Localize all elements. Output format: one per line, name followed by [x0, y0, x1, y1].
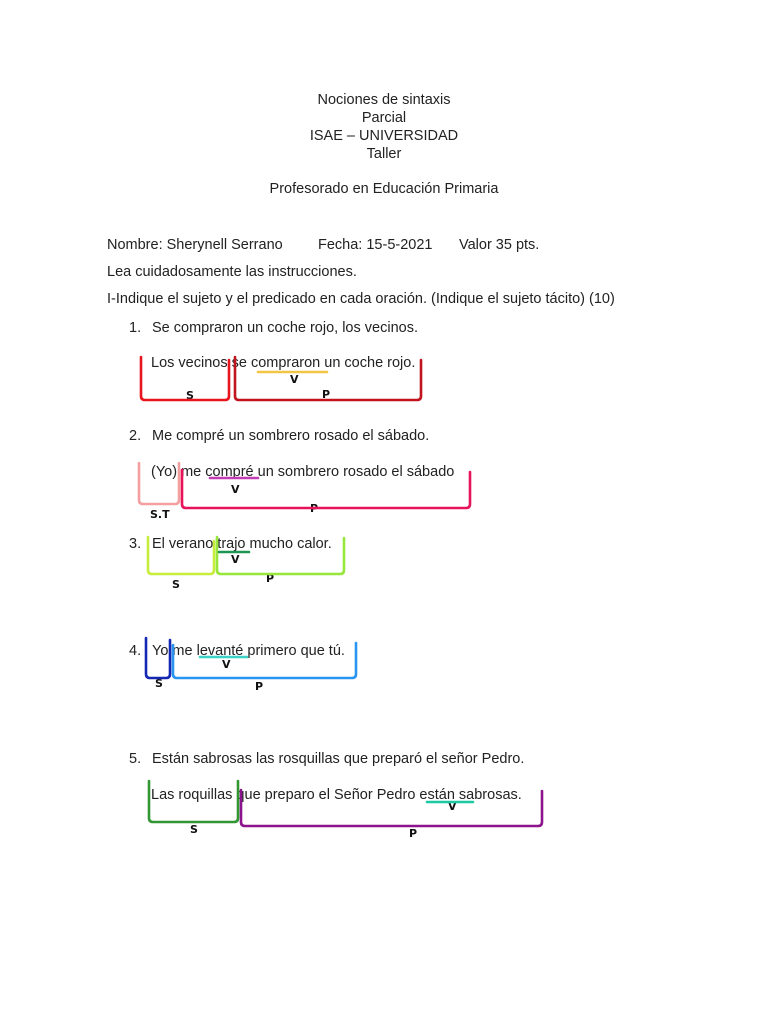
predicate-label: P: [310, 502, 319, 515]
item-number: 3.: [129, 536, 142, 552]
item-sentence: El verano trajo mucho calor.: [152, 536, 332, 552]
exam-date: Fecha: 15-5-2021: [318, 237, 433, 253]
item-sentence: Me compré un sombrero rosado el sábado.: [152, 428, 430, 444]
item-answer: (Yo) me compré un sombrero rosado el sábado: [151, 464, 455, 480]
item-sentence: Yo me levanté primero que tú.: [152, 643, 345, 659]
item-number: 1.: [129, 320, 142, 336]
verb-label: V: [231, 553, 240, 566]
doc-subtitle: Parcial: [361, 110, 407, 126]
verb-label: V: [448, 800, 457, 813]
program: Profesorado en Educación Primaria: [269, 181, 499, 197]
subject-label: S: [190, 823, 198, 836]
predicate-label: P: [255, 680, 264, 693]
task-statement: I-Indique el sujeto y el predicado en cada oración. (Indique el sujeto tácito) (10): [107, 291, 615, 307]
predicate-label: P: [409, 827, 418, 840]
verb-label: V: [222, 658, 231, 671]
predicate-label: P: [322, 388, 331, 401]
doc-title: Nociones de sintaxis: [317, 92, 451, 108]
student-name: Nombre: Sherynell Serrano: [107, 237, 283, 253]
item-sentence: Se compraron un coche rojo, los vecinos.: [152, 320, 418, 336]
item-answer: Las roquillas que preparo el Señor Pedro están sabrosas.: [151, 787, 522, 803]
item-answer: Los vecinos se compraron un coche rojo.: [151, 355, 416, 371]
item-number: 4.: [129, 643, 142, 659]
instructions: Lea cuidadosamente las instrucciones.: [107, 264, 357, 280]
subject-label: S: [186, 389, 194, 402]
predicate-label: P: [266, 572, 275, 585]
item-number: 5.: [129, 751, 142, 767]
verb-label: V: [290, 373, 299, 386]
subject-label: S: [155, 677, 163, 690]
verb-label: V: [231, 483, 240, 496]
doc-type: Taller: [366, 146, 402, 162]
item-sentence: Están sabrosas las rosquillas que preparó el señor Pedro.: [152, 751, 525, 767]
subject-label: S: [172, 578, 180, 591]
institution: ISAE – UNIVERSIDAD: [309, 128, 459, 144]
exam-value: Valor 35 pts.: [459, 237, 540, 253]
item-number: 2.: [129, 428, 142, 444]
subject-label: S.T: [150, 508, 170, 521]
